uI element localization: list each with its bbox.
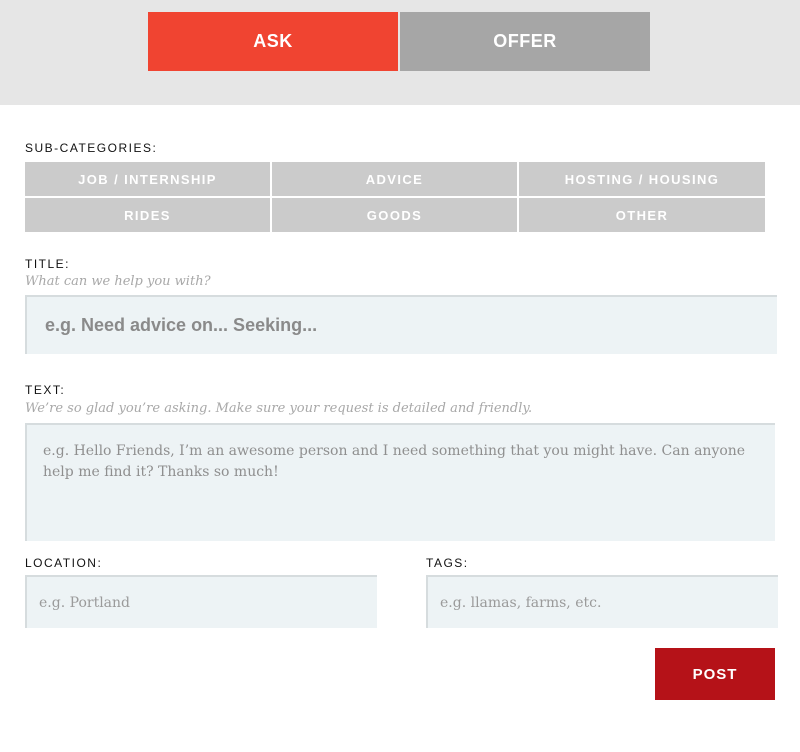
tags-input[interactable] xyxy=(426,575,778,628)
subcategory-goods[interactable]: GOODS xyxy=(272,198,517,232)
subcategory-other[interactable]: OTHER xyxy=(519,198,765,232)
text-label: TEXT: xyxy=(25,383,66,397)
subcategories-label: SUB-CATEGORIES: xyxy=(25,141,158,155)
tags-label: TAGS: xyxy=(426,556,469,570)
text-input[interactable] xyxy=(25,423,775,541)
title-label: TITLE: xyxy=(25,257,71,271)
subcategory-rides[interactable]: RIDES xyxy=(25,198,270,232)
title-input[interactable] xyxy=(25,295,777,354)
offer-button[interactable]: OFFER xyxy=(400,12,650,71)
subcategory-grid xyxy=(25,162,765,232)
text-hint: We’re so glad you’re asking. Make sure your request is detailed and friendly. xyxy=(25,401,533,416)
title-hint: What can we help you with? xyxy=(25,274,211,289)
location-input[interactable] xyxy=(25,575,377,628)
type-toggle-bar xyxy=(0,0,800,105)
ask-button[interactable]: ASK xyxy=(148,12,398,71)
subcategory-hosting-housing[interactable]: HOSTING / HOUSING xyxy=(519,162,765,196)
location-label: LOCATION: xyxy=(25,556,103,570)
subcategory-job-internship[interactable]: JOB / INTERNSHIP xyxy=(25,162,270,196)
post-button[interactable]: POST xyxy=(655,648,775,700)
subcategory-advice[interactable]: ADVICE xyxy=(272,162,517,196)
